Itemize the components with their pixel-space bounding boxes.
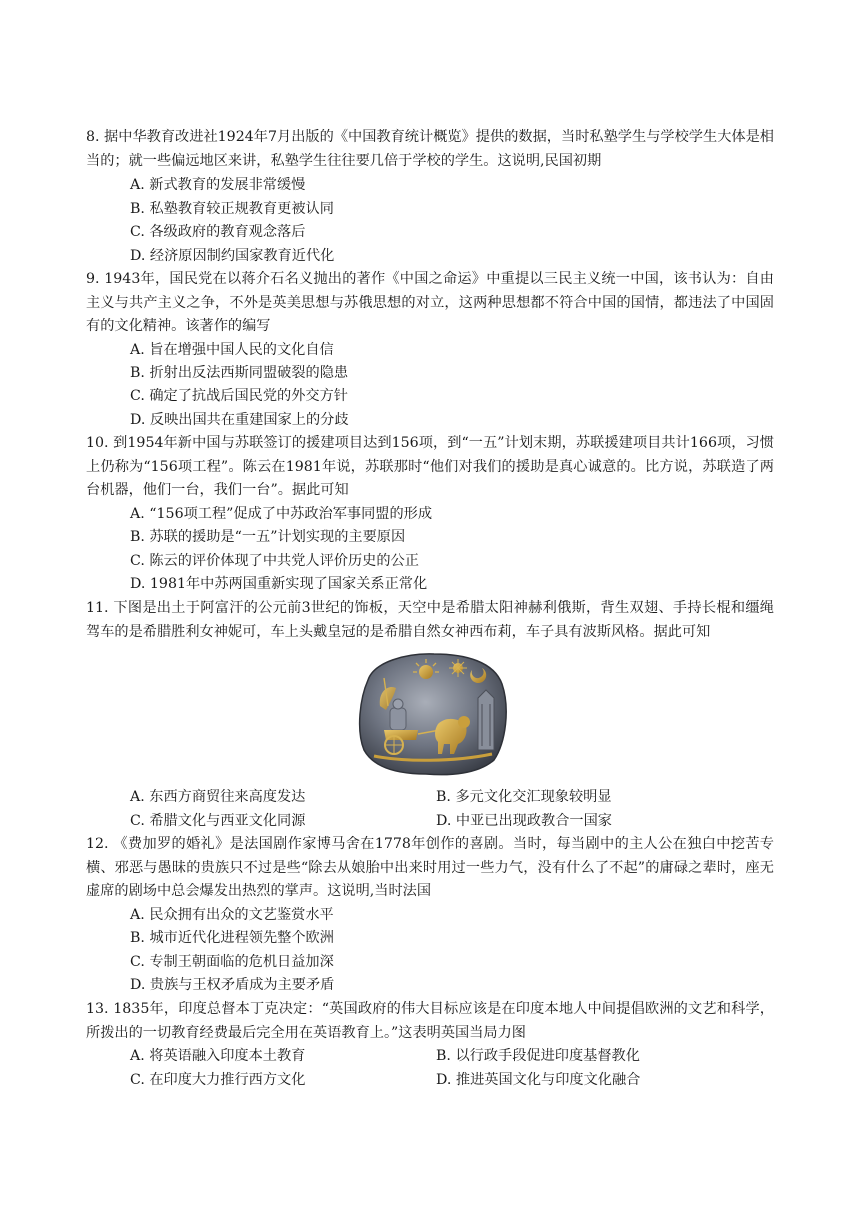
question-11	[86, 597, 774, 644]
option-c: C. 专制王朝面临的危机日益加深	[130, 954, 334, 970]
option-b: B. 城市近代化进程领先整个欧洲	[130, 930, 334, 946]
option-a: A. 旨在增强中国人民的文化自信	[130, 342, 334, 358]
option-c: C. 各级政府的教育观念落后	[130, 224, 306, 240]
question-stem: 11. 下图是出土于阿富汗的公元前3世纪的饰板，天空中是希腊太阳神赫利俄斯，背生双翅、手持长棍和缰绳驾车的是希腊胜利女神妮可，车上头戴皇冠的是希腊自然女神西布莉，车子具有波斯风格。据此可知	[86, 600, 774, 640]
plaque-image	[354, 650, 510, 778]
option-d: D. 经济原因制约国家教育近代化	[130, 248, 335, 264]
question-13	[86, 998, 774, 1045]
option-c: C. 希腊文化与西亚文化同源	[130, 813, 306, 829]
option-d: D. 贵族与王权矛盾成为主要矛盾	[130, 977, 335, 993]
option-a: A. 新式教育的发展非常缓慢	[130, 177, 306, 193]
option-b: B. 私塾教育较正规教育更被认同	[130, 201, 334, 217]
question-9	[86, 268, 774, 339]
option-a: A. 民众拥有出众的文艺鉴赏水平	[130, 907, 334, 923]
option-b: B. 折射出反法西斯同盟破裂的隐患	[130, 365, 349, 381]
question-10	[86, 432, 774, 503]
question-12	[86, 833, 774, 904]
option-d: D. 推进英国文化与印度文化融合	[436, 1072, 641, 1088]
question-stem: 10. 到1954年新中国与苏联签订的援建项目达到156项，到“一五”计划末期，苏联援建项目共计166项，习惯上仍称为“156项工程”。陈云在1981年说，苏联那时“他们对我们的援助是真心诚意的。比方说，苏联造了两台机器，他们一台，我们一台”。据此可知	[86, 435, 774, 498]
option-a: A. 东西方商贸往来高度发达	[130, 789, 306, 805]
question-8	[86, 126, 774, 173]
question-stem: 13. 1835年，印度总督本丁克决定：“英国政府的伟大目标应该是在印度本地人中间提倡欧洲的文艺和科学，所拨出的一切教育经费最后完全用在英语教育上。”这表明英国当局力图	[86, 1001, 774, 1041]
option-b: B. 苏联的援助是“一五”计划实现的主要原因	[130, 529, 406, 545]
option-d: D. 中亚已出现政教合一国家	[436, 813, 612, 829]
option-c: C. 陈云的评价体现了中共党人评价历史的公正	[130, 553, 419, 569]
option-a: A. “156项工程”促成了中苏政治军事同盟的形成	[130, 506, 433, 522]
option-b: B. 多元文化交汇现象较明显	[436, 789, 612, 805]
option-d: D. 反映出国共在重建国家上的分歧	[130, 412, 349, 428]
option-c: C. 确定了抗战后国民党的外交方针	[130, 388, 348, 404]
option-d: D. 1981年中苏两国重新实现了国家关系正常化	[130, 576, 428, 592]
question-stem: 9. 1943年，国民党在以蒋介石名义抛出的著作《中国之命运》中重提以三民主义统一中国，该书认为：自由主义与共产主义之争，不外是英美思想与苏俄思想的对立，这两种思想都不符合中国的国情，都违法了中国固有的文化精神。该著作的编写	[86, 271, 774, 334]
option-a: A. 将英语融入印度本土教育	[130, 1048, 306, 1064]
option-b: B. 以行政手段促进印度基督教化	[436, 1048, 640, 1064]
option-c: C. 在印度大力推行西方文化	[130, 1072, 306, 1088]
question-stem: 12. 《费加罗的婚礼》是法国剧作家博马舍在1778年创作的喜剧。当时，每当剧中的主人公在独白中挖苦专横、邪恶与愚昧的贵族只不过是些“除去从娘胎中出来时用过一些力气，没有什么了不起”的庸碌之辈时，座无虚席的剧场中总会爆发出热烈的掌声。这说明,当时法国	[86, 836, 774, 899]
question-stem: 8. 据中华教育改进社1924年7月出版的《中国教育统计概览》提供的数据，当时私塾学生与学校学生大体是相当的；就一些偏远地区来讲，私塾学生往往要几倍于学校的学生。这说明,民国初期	[86, 129, 774, 169]
